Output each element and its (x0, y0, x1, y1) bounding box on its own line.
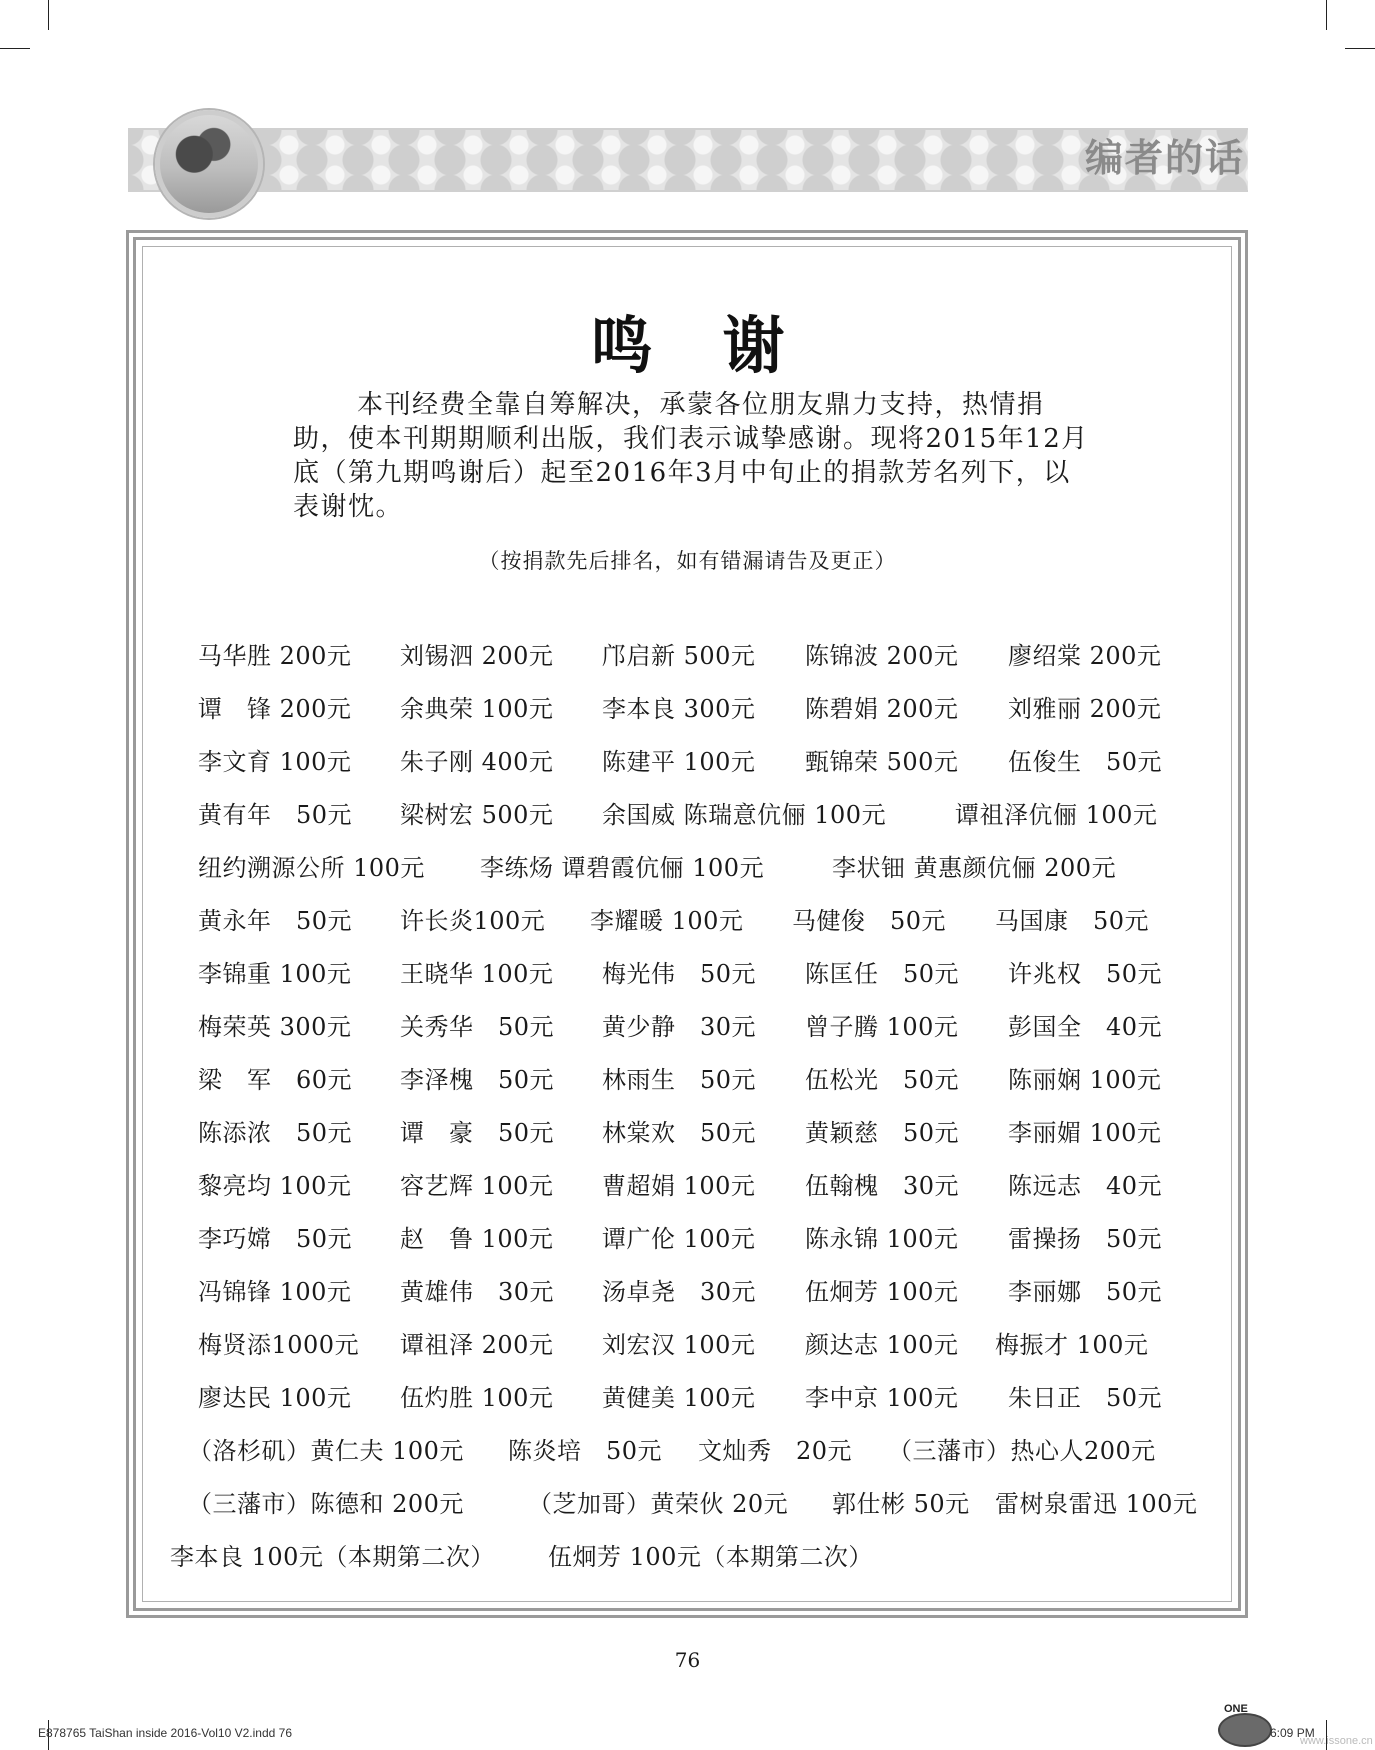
donor-entry: 陈添浓 50元 (198, 1119, 353, 1147)
donor-entry: 谭 豪 50元 (400, 1119, 555, 1147)
donor-entry: 余典荣 100元 (400, 695, 554, 723)
donor-entry: 李文育 100元 (198, 748, 352, 776)
donor-entry: 容艺辉 100元 (400, 1172, 554, 1200)
donor-entry: 李状钿 黄惠颜伉俪 200元 (832, 854, 1117, 882)
donor-entry: 李本良 100元（本期第二次） (170, 1543, 495, 1571)
donor-entry: 梅光伟 50元 (602, 960, 757, 988)
donor-entry: 伍炯芳 100元 (805, 1278, 959, 1306)
page-number: 76 (674, 1648, 701, 1672)
crop-mark (0, 48, 30, 49)
donor-entry: 汤卓尧 30元 (602, 1278, 757, 1306)
crop-mark (1326, 0, 1327, 30)
donor-entry: 刘雅丽 200元 (1008, 695, 1162, 723)
donor-entry: 梁 军 60元 (198, 1066, 353, 1094)
donor-entry: 彭国全 40元 (1008, 1013, 1163, 1041)
donor-entry: 谭祖泽伉俪 100元 (955, 801, 1158, 829)
donor-entry: 朱日正 50元 (1008, 1384, 1163, 1412)
donor-entry: 雷树泉雷迅 100元 (995, 1490, 1198, 1518)
donor-entry: 赵 鲁 100元 (400, 1225, 554, 1253)
donor-entry: 曹超娟 100元 (602, 1172, 756, 1200)
donor-entry: 伍炯芳 100元（本期第二次） (548, 1543, 873, 1571)
ordering-note: （按捐款先后排名，如有错漏请告及更正） (478, 549, 897, 573)
donor-entry: 廖达民 100元 (198, 1384, 352, 1412)
donor-entry: 伍俊生 50元 (1008, 748, 1163, 776)
donor-entry: 林棠欢 50元 (602, 1119, 757, 1147)
donor-entry: 雷操扬 50元 (1008, 1225, 1163, 1253)
donor-entry: 李丽媚 100元 (1008, 1119, 1162, 1147)
print-time: 6:09 PM (1270, 1726, 1315, 1740)
donor-entry: 马国康 50元 (995, 907, 1150, 935)
donor-entry: 伍翰槐 30元 (805, 1172, 960, 1200)
print-slug: E878765 TaiShan inside 2016-Vol10 V2.indd 76 (38, 1726, 292, 1740)
crop-mark (1345, 48, 1375, 49)
donor-entry: 陈丽娴 100元 (1008, 1066, 1162, 1094)
donor-entry: 黄有年 50元 (198, 801, 353, 829)
donor-entry: 马健俊 50元 (792, 907, 947, 935)
donor-entry: 马华胜 200元 (198, 642, 352, 670)
donor-entry: 曾子腾 100元 (805, 1013, 959, 1041)
donor-entry: 邝启新 500元 (602, 642, 756, 670)
section-title: 编者的话 (1084, 136, 1245, 180)
donor-entry: 伍松光 50元 (805, 1066, 960, 1094)
donor-entry: 李耀暖 100元 (590, 907, 744, 935)
donor-entry: 陈碧娟 200元 (805, 695, 959, 723)
page-title: 鸣谢 (590, 309, 855, 382)
donor-entry: 刘锡泗 200元 (400, 642, 554, 670)
donor-entry: 梅荣英 300元 (198, 1013, 352, 1041)
donor-entry: 梅振才 100元 (995, 1331, 1149, 1359)
donor-entry: 廖绍棠 200元 (1008, 642, 1162, 670)
donor-entry: 陈永锦 100元 (805, 1225, 959, 1253)
donor-entry: （芝加哥）黄荣伙 20元 (528, 1490, 789, 1518)
donor-entry: 陈炎培 50元 (508, 1437, 663, 1465)
intro-paragraph: 本刊经费全靠自筹解决，承蒙各位朋友鼎力支持，热情捐助，使本刊期期顺利出版，我们表示诚挚感谢。现将2015年12月底（第九期鸣谢后）起至2016年3月中旬止的捐款芳名列下，以表谢忱。 (293, 390, 1089, 522)
donor-entry: 冯锦锋 100元 (198, 1278, 352, 1306)
publisher-logo-icon (1218, 1713, 1272, 1747)
donor-entry: （洛杉矶）黄仁夫 100元 (188, 1437, 464, 1465)
logo-text: ONE (1224, 1703, 1248, 1715)
donor-entry: 朱子刚 400元 (400, 748, 554, 776)
donor-entry: 许兆权 50元 (1008, 960, 1163, 988)
donor-entry: 李丽娜 50元 (1008, 1278, 1163, 1306)
donor-entry: 李锦重 100元 (198, 960, 352, 988)
donor-entry: 李中京 100元 (805, 1384, 959, 1412)
donor-entry: 甄锦荣 500元 (805, 748, 959, 776)
donor-entry: 文灿秀 20元 (698, 1437, 853, 1465)
crop-mark (48, 0, 49, 30)
donor-entry: 刘宏汉 100元 (602, 1331, 756, 1359)
donor-entry: 李泽槐 50元 (400, 1066, 555, 1094)
donor-entry: 梅贤添1000元 (198, 1331, 360, 1359)
header-decorative-band (128, 128, 1248, 192)
landscape-emblem-icon (155, 110, 263, 218)
donor-entry: 林雨生 50元 (602, 1066, 757, 1094)
donor-entry: （三藩市）陈德和 200元 (188, 1490, 464, 1518)
donor-entry: 梁树宏 500元 (400, 801, 554, 829)
donor-entry: 谭广伦 100元 (602, 1225, 756, 1253)
donor-entry: 李练炀 谭碧霞伉俪 100元 (480, 854, 765, 882)
donor-entry: 黄永年 50元 (198, 907, 353, 935)
donor-entry: 黄颖慈 50元 (805, 1119, 960, 1147)
donor-entry: （三藩市）热心人200元 (888, 1437, 1156, 1465)
donor-entry: 颜达志 100元 (805, 1331, 959, 1359)
donor-entry: 谭 锋 200元 (198, 695, 352, 723)
donor-entry: 李本良 300元 (602, 695, 756, 723)
donor-entry: 王晓华 100元 (400, 960, 554, 988)
donor-entry: 纽约溯源公所 100元 (198, 854, 425, 882)
watermark: www.issone.cn (1300, 1735, 1373, 1747)
donor-entry: 许长炎100元 (400, 907, 546, 935)
donor-entry: 黄少静 30元 (602, 1013, 757, 1041)
donor-entry: 余国威 陈瑞意伉俪 100元 (602, 801, 887, 829)
donor-entry: 陈远志 40元 (1008, 1172, 1163, 1200)
donor-entry: 陈锦波 200元 (805, 642, 959, 670)
donor-entry: 关秀华 50元 (400, 1013, 555, 1041)
donor-entry: 李巧嫦 50元 (198, 1225, 353, 1253)
donor-entry: 陈建平 100元 (602, 748, 756, 776)
donor-entry: 郭仕彬 50元 (832, 1490, 970, 1518)
donor-entry: 黄健美 100元 (602, 1384, 756, 1412)
donor-entry: 伍灼胜 100元 (400, 1384, 554, 1412)
donor-entry: 谭祖泽 200元 (400, 1331, 554, 1359)
donor-entry: 黎亮均 100元 (198, 1172, 352, 1200)
donor-entry: 陈匡任 50元 (805, 960, 960, 988)
donor-entry: 黄雄伟 30元 (400, 1278, 555, 1306)
